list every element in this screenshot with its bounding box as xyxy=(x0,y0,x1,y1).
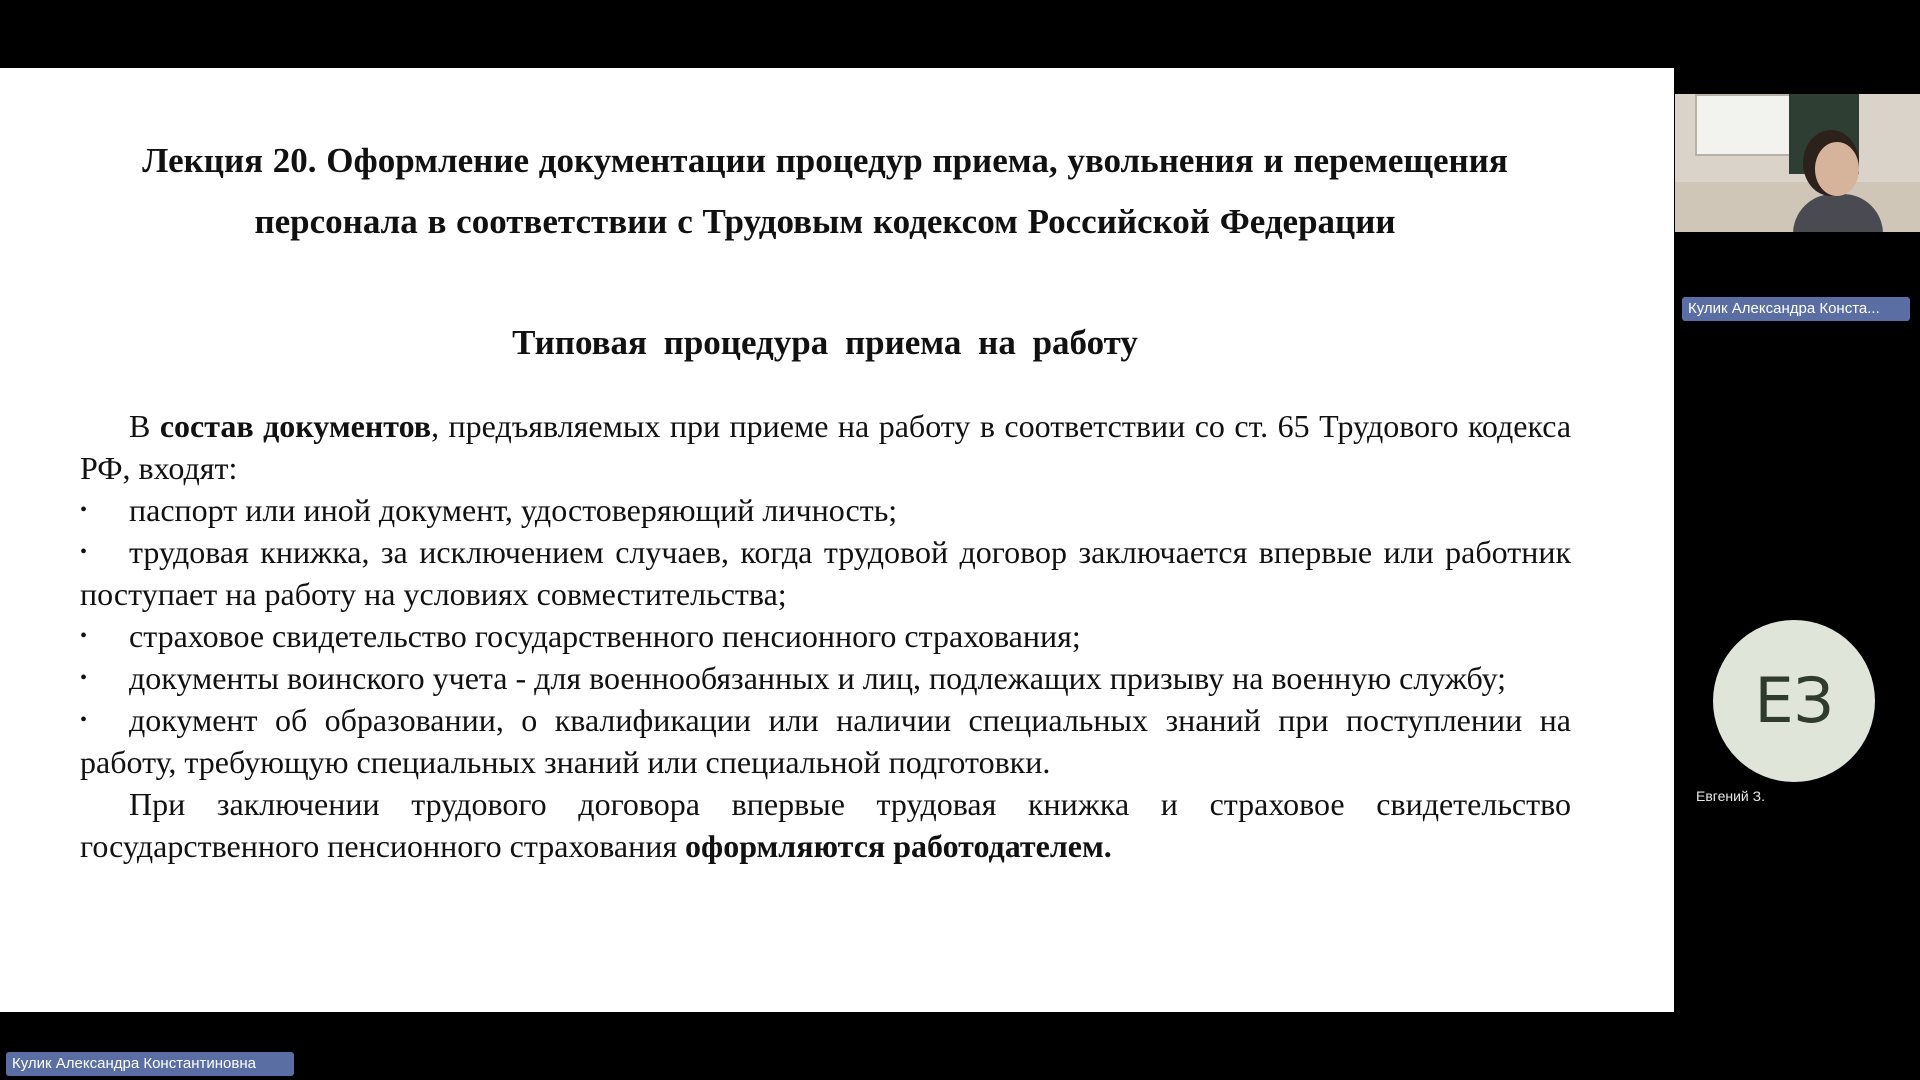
intro-rest: , предъявляемых при приеме на работу в соответствии со ст. 65 Трудового кодекса РФ, входят: xyxy=(80,408,1572,486)
list-item-text: трудовая книжка, за исключением случаев, когда трудовой договор заключается впервые или работник поступает на работу на условиях совместительства; xyxy=(80,534,1571,612)
intro-bold: состав документов xyxy=(159,408,432,444)
presenter-name-tag: Кулик Александра Константиновна xyxy=(6,1052,294,1076)
slide-title-line-1: Лекция 20. Оформление документации процедур приема, увольнения и перемещения xyxy=(142,141,1508,180)
list-item-text: страховое свидетельство государственного пенсионного страхования; xyxy=(129,618,1081,654)
list-item-text: документы воинского учета - для военнообязанных и лиц, подлежащих призыву на военную службу; xyxy=(129,660,1507,696)
document-list xyxy=(80,489,1571,783)
slide-title-line-2: персонала в соответствии с Трудовым кодексом Российской Федерации xyxy=(254,202,1396,241)
shared-slide xyxy=(0,68,1674,1012)
intro-lead: В xyxy=(129,408,160,444)
bullet-icon: • xyxy=(80,667,88,689)
participant-avatar[interactable]: ЕЗ xyxy=(1713,620,1875,782)
speaker-video-tile[interactable] xyxy=(1675,94,1920,232)
list-item xyxy=(80,489,1571,531)
participant-name: Евгений З. xyxy=(1696,788,1765,804)
bullet-icon: • xyxy=(80,499,88,521)
list-item xyxy=(80,615,1571,657)
closing-text: При заключении трудового договора впервые трудовая книжка и страховое свидетельство государственного пенсионного страхования xyxy=(80,786,1571,864)
list-item-text: паспорт или иной документ, удостоверяющий личность; xyxy=(129,492,898,528)
speaker-name-tag: Кулик Александра Конста... xyxy=(1682,297,1910,321)
slide-body xyxy=(80,405,1571,867)
bullet-icon: • xyxy=(80,625,88,647)
bullet-icon: • xyxy=(80,541,88,563)
closing-bold: оформляются работодателем. xyxy=(685,828,1112,864)
closing-paragraph xyxy=(80,783,1571,867)
bullet-icon: • xyxy=(80,709,88,731)
list-item xyxy=(80,531,1571,615)
slide-subtitle: Типовая процедура приема на работу xyxy=(512,323,1138,362)
list-item-text: документ об образовании, о квалификации или наличии специальных знаний при поступлении на работу, требующую специальных знаний или специальной подготовки. xyxy=(80,702,1571,780)
slide-title xyxy=(60,130,1590,252)
list-item xyxy=(80,657,1571,699)
intro-paragraph xyxy=(80,405,1571,489)
list-item xyxy=(80,699,1571,783)
video-person-head xyxy=(1815,142,1859,196)
